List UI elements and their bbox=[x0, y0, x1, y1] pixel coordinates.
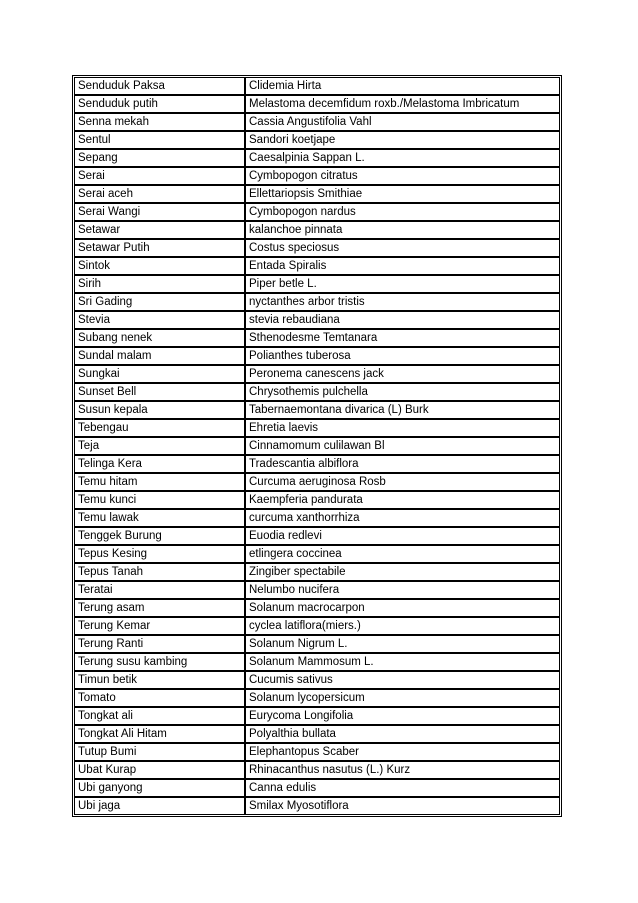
scientific-name-cell: Solanum Mammosum L. bbox=[245, 653, 560, 671]
scientific-name-cell: Cymbopogon citratus bbox=[245, 167, 560, 185]
scientific-name-cell: Cymbopogon nardus bbox=[245, 203, 560, 221]
table-row bbox=[74, 329, 560, 347]
local-name-cell: Terung Kemar bbox=[74, 617, 245, 635]
scientific-name-cell: Clidemia Hirta bbox=[245, 77, 560, 95]
local-name-cell: Telinga Kera bbox=[74, 455, 245, 473]
local-name-cell: Ubi ganyong bbox=[74, 779, 245, 797]
local-name-cell: Serai bbox=[74, 167, 245, 185]
scientific-name-cell: Melastoma decemfidum roxb./Melastoma Imbricatum bbox=[245, 95, 560, 113]
local-name-cell: Serai Wangi bbox=[74, 203, 245, 221]
table-row bbox=[74, 221, 560, 239]
local-name-cell: Tenggek Burung bbox=[74, 527, 245, 545]
table-row bbox=[74, 473, 560, 491]
local-name-cell: Sentul bbox=[74, 131, 245, 149]
local-name-cell: Sunset Bell bbox=[74, 383, 245, 401]
scientific-name-cell: Sandori koetjape bbox=[245, 131, 560, 149]
scientific-name-cell: nyctanthes arbor tristis bbox=[245, 293, 560, 311]
table-row bbox=[74, 635, 560, 653]
table-row bbox=[74, 455, 560, 473]
scientific-name-cell: etlingera coccinea bbox=[245, 545, 560, 563]
scientific-name-cell: stevia rebaudiana bbox=[245, 311, 560, 329]
table-row bbox=[74, 401, 560, 419]
scientific-name-cell: Peronema canescens jack bbox=[245, 365, 560, 383]
scientific-name-cell: Polianthes tuberosa bbox=[245, 347, 560, 365]
table-row bbox=[74, 779, 560, 797]
table-row bbox=[74, 743, 560, 761]
local-name-cell: Sri Gading bbox=[74, 293, 245, 311]
local-name-cell: Teja bbox=[74, 437, 245, 455]
scientific-name-cell: Solanum lycopersicum bbox=[245, 689, 560, 707]
local-name-cell: Subang nenek bbox=[74, 329, 245, 347]
scientific-name-cell: Tabernaemontana divarica (L) Burk bbox=[245, 401, 560, 419]
scientific-name-cell: Solanum Nigrum L. bbox=[245, 635, 560, 653]
scientific-name-cell: Smilax Myosotiflora bbox=[245, 797, 560, 815]
scientific-name-cell: Caesalpinia Sappan L. bbox=[245, 149, 560, 167]
local-name-cell: Teratai bbox=[74, 581, 245, 599]
plant-table-body bbox=[74, 77, 560, 815]
local-name-cell: Tutup Bumi bbox=[74, 743, 245, 761]
local-name-cell: Temu lawak bbox=[74, 509, 245, 527]
table-row bbox=[74, 653, 560, 671]
local-name-cell: Sintok bbox=[74, 257, 245, 275]
local-name-cell: Ubi jaga bbox=[74, 797, 245, 815]
table-row bbox=[74, 347, 560, 365]
table-row bbox=[74, 761, 560, 779]
local-name-cell: Sepang bbox=[74, 149, 245, 167]
local-name-cell: Senduduk Paksa bbox=[74, 77, 245, 95]
table-row bbox=[74, 581, 560, 599]
local-name-cell: Tepus Kesing bbox=[74, 545, 245, 563]
scientific-name-cell: Cassia Angustifolia Vahl bbox=[245, 113, 560, 131]
local-name-cell: Sirih bbox=[74, 275, 245, 293]
scientific-name-cell: Cinnamomum culilawan Bl bbox=[245, 437, 560, 455]
scientific-name-cell: Sthenodesme Temtanara bbox=[245, 329, 560, 347]
local-name-cell: Stevia bbox=[74, 311, 245, 329]
local-name-cell: Terung susu kambing bbox=[74, 653, 245, 671]
table-row bbox=[74, 131, 560, 149]
table-row bbox=[74, 617, 560, 635]
table-row bbox=[74, 149, 560, 167]
local-name-cell: Sungkai bbox=[74, 365, 245, 383]
scientific-name-cell: Rhinacanthus nasutus (L.) Kurz bbox=[245, 761, 560, 779]
scientific-name-cell: Euodia redlevi bbox=[245, 527, 560, 545]
scientific-name-cell: Kaempferia pandurata bbox=[245, 491, 560, 509]
table-row bbox=[74, 113, 560, 131]
table-row bbox=[74, 419, 560, 437]
table-row bbox=[74, 239, 560, 257]
scientific-name-cell: Costus speciosus bbox=[245, 239, 560, 257]
local-name-cell: Terung asam bbox=[74, 599, 245, 617]
local-name-cell: Tebengau bbox=[74, 419, 245, 437]
local-name-cell: Senduduk putih bbox=[74, 95, 245, 113]
table-row bbox=[74, 599, 560, 617]
table-row bbox=[74, 707, 560, 725]
scientific-name-cell: Ellettariopsis Smithiae bbox=[245, 185, 560, 203]
table-row bbox=[74, 527, 560, 545]
scientific-name-cell: cyclea latiflora(miers.) bbox=[245, 617, 560, 635]
scientific-name-cell: Elephantopus Scaber bbox=[245, 743, 560, 761]
scientific-name-cell: Chrysothemis pulchella bbox=[245, 383, 560, 401]
scientific-name-cell: Nelumbo nucifera bbox=[245, 581, 560, 599]
table-row bbox=[74, 95, 560, 113]
table-row bbox=[74, 689, 560, 707]
table-row bbox=[74, 77, 560, 95]
table-row bbox=[74, 293, 560, 311]
scientific-name-cell: Zingiber spectabile bbox=[245, 563, 560, 581]
local-name-cell: Serai aceh bbox=[74, 185, 245, 203]
local-name-cell: Temu kunci bbox=[74, 491, 245, 509]
scientific-name-cell: Solanum macrocarpon bbox=[245, 599, 560, 617]
local-name-cell: Sundal malam bbox=[74, 347, 245, 365]
scientific-name-cell: Cucumis sativus bbox=[245, 671, 560, 689]
scientific-name-cell: kalanchoe pinnata bbox=[245, 221, 560, 239]
local-name-cell: Setawar bbox=[74, 221, 245, 239]
table-row bbox=[74, 725, 560, 743]
local-name-cell: Temu hitam bbox=[74, 473, 245, 491]
local-name-cell: Setawar Putih bbox=[74, 239, 245, 257]
scientific-name-cell: curcuma xanthorrhiza bbox=[245, 509, 560, 527]
table-row bbox=[74, 311, 560, 329]
scientific-name-cell: Piper betle L. bbox=[245, 275, 560, 293]
table-row bbox=[74, 491, 560, 509]
local-name-cell: Tepus Tanah bbox=[74, 563, 245, 581]
scientific-name-cell: Curcuma aeruginosa Rosb bbox=[245, 473, 560, 491]
scientific-name-cell: Ehretia laevis bbox=[245, 419, 560, 437]
table-row bbox=[74, 509, 560, 527]
table-row bbox=[74, 365, 560, 383]
table-row bbox=[74, 257, 560, 275]
table-row bbox=[74, 671, 560, 689]
scientific-name-cell: Eurycoma Longifolia bbox=[245, 707, 560, 725]
local-name-cell: Terung Ranti bbox=[74, 635, 245, 653]
local-name-cell: Susun kepala bbox=[74, 401, 245, 419]
scientific-name-cell: Polyalthia bullata bbox=[245, 725, 560, 743]
plant-name-table bbox=[72, 75, 562, 817]
table-row bbox=[74, 563, 560, 581]
local-name-cell: Tongkat Ali Hitam bbox=[74, 725, 245, 743]
table-row bbox=[74, 275, 560, 293]
table-row bbox=[74, 167, 560, 185]
table-row bbox=[74, 545, 560, 563]
local-name-cell: Timun betik bbox=[74, 671, 245, 689]
scientific-name-cell: Entada Spiralis bbox=[245, 257, 560, 275]
table-row bbox=[74, 797, 560, 815]
table-row bbox=[74, 185, 560, 203]
table-row bbox=[74, 437, 560, 455]
local-name-cell: Tongkat ali bbox=[74, 707, 245, 725]
scientific-name-cell: Canna edulis bbox=[245, 779, 560, 797]
local-name-cell: Tomato bbox=[74, 689, 245, 707]
table-row bbox=[74, 203, 560, 221]
local-name-cell: Ubat Kurap bbox=[74, 761, 245, 779]
scientific-name-cell: Tradescantia albiflora bbox=[245, 455, 560, 473]
local-name-cell: Senna mekah bbox=[74, 113, 245, 131]
table-row bbox=[74, 383, 560, 401]
